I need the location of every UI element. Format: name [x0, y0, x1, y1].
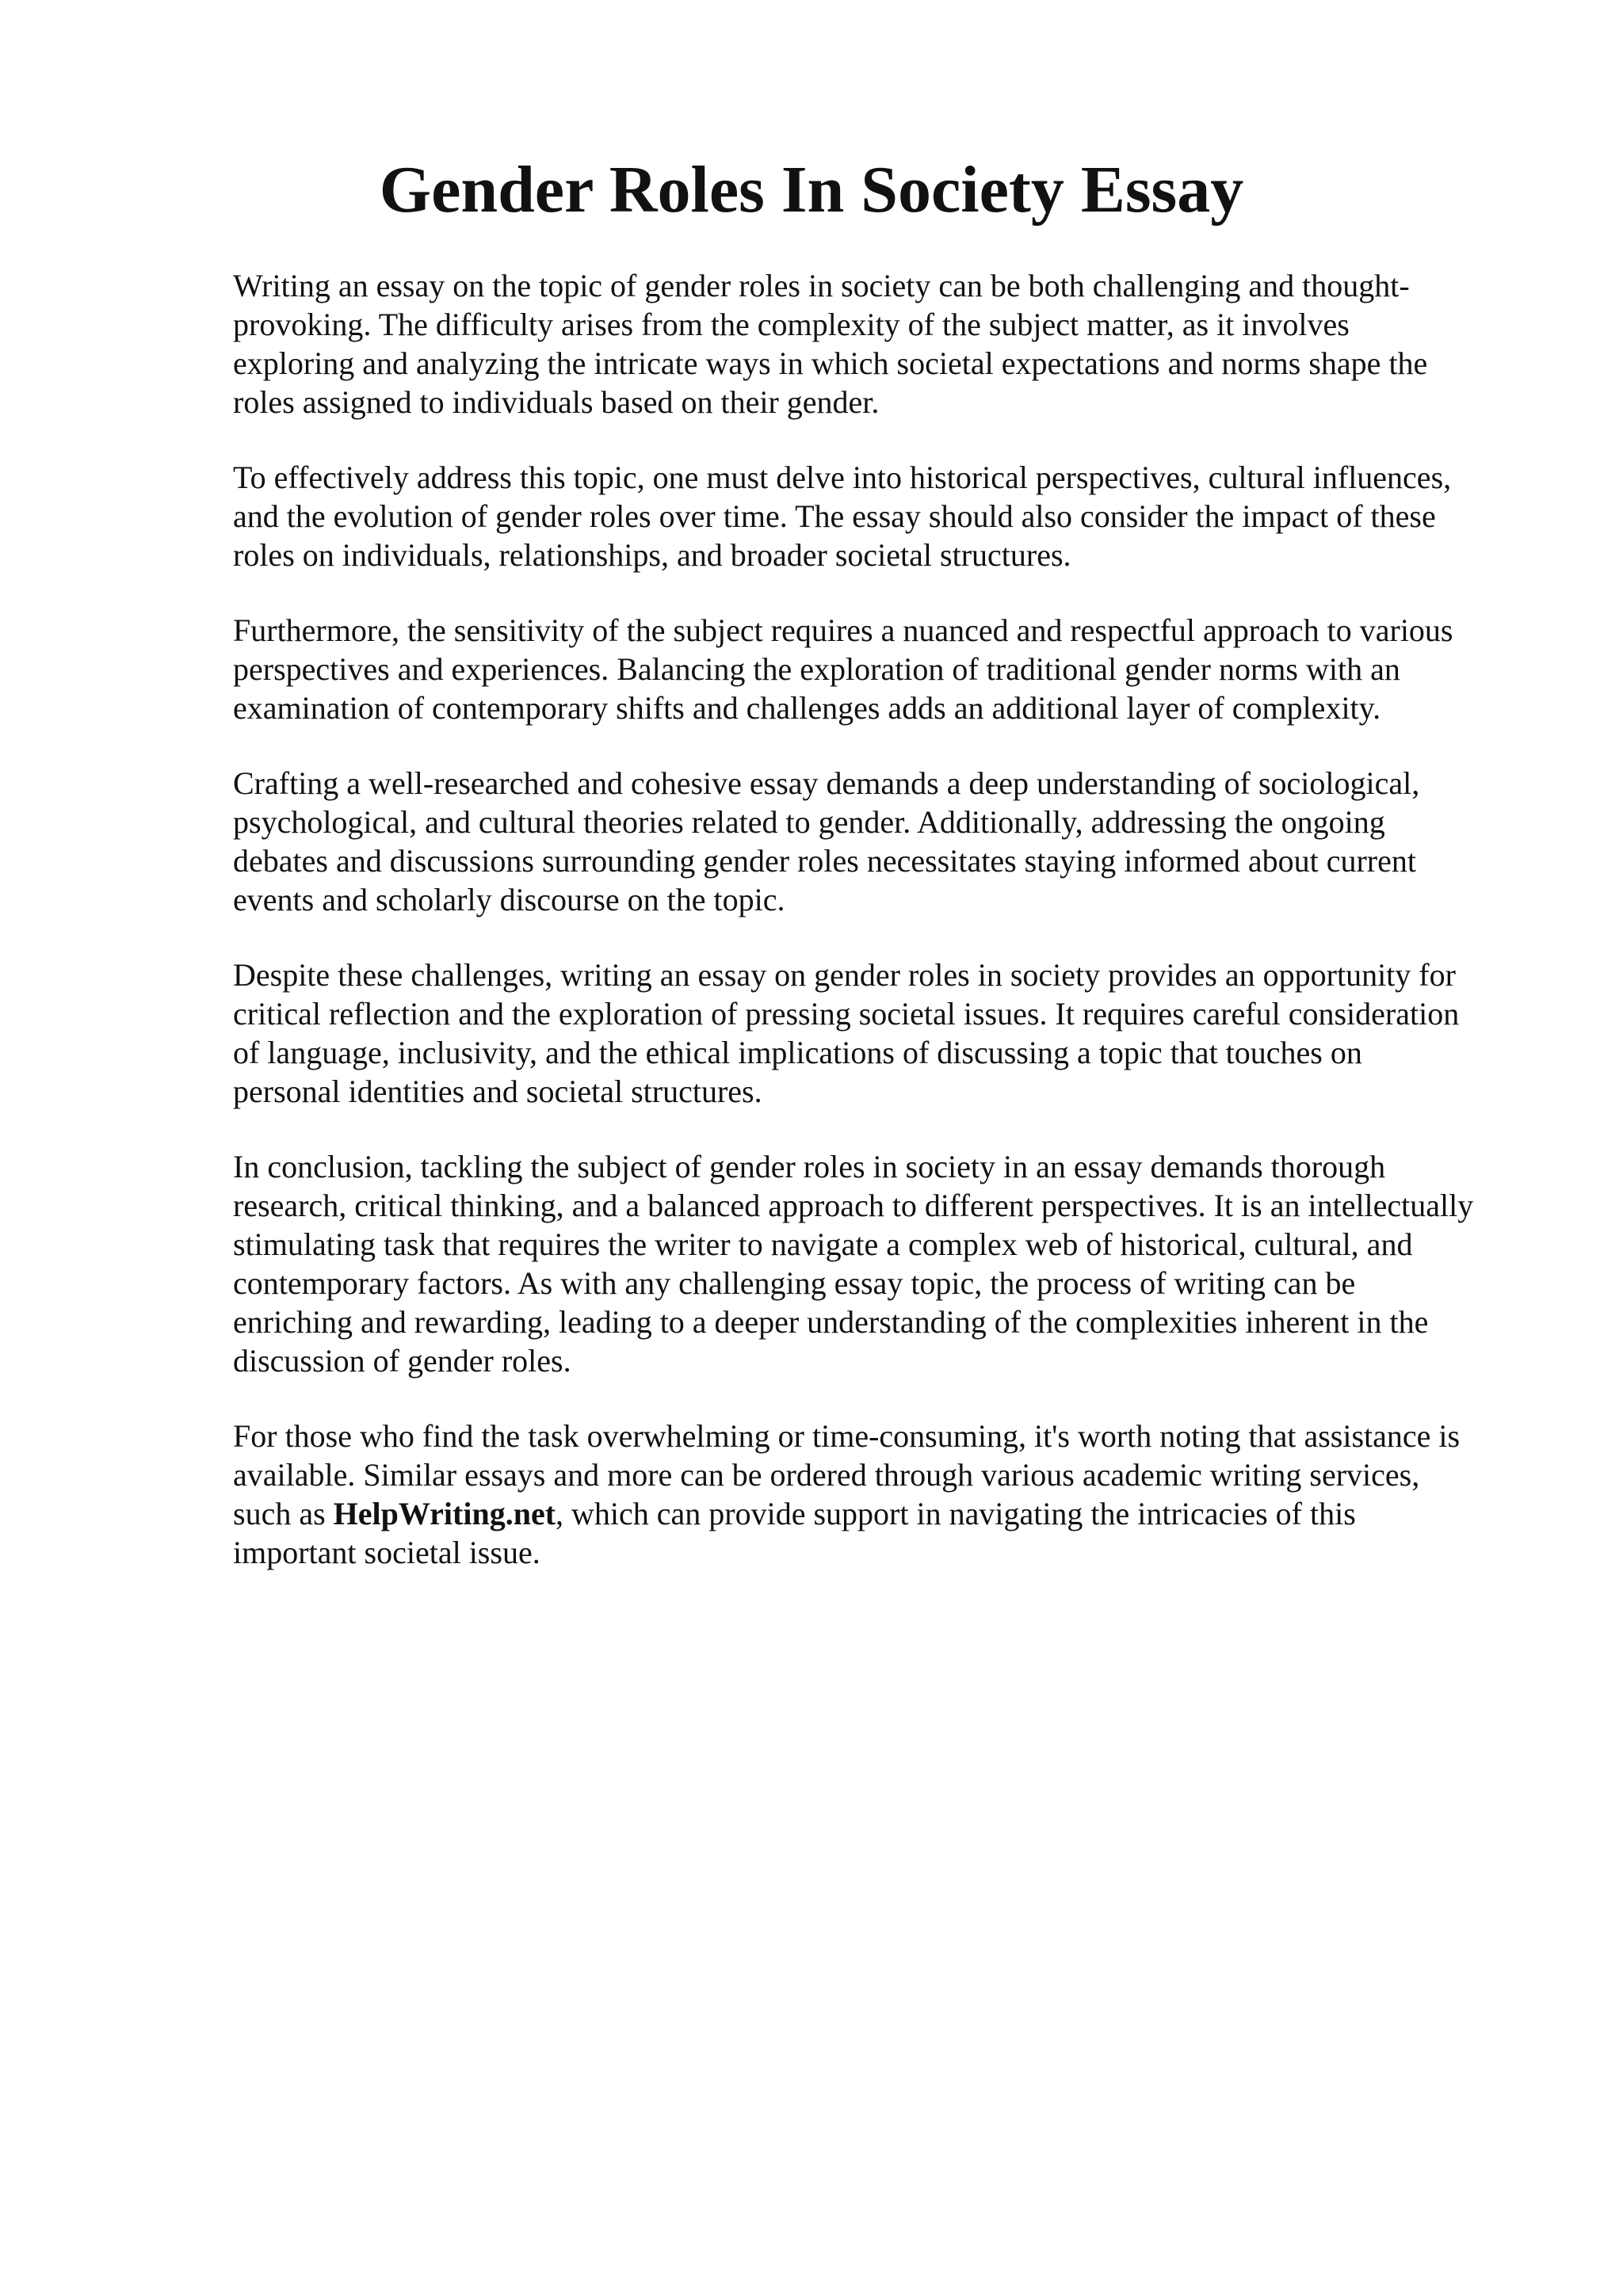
paragraph-5: Despite these challenges, writing an essay on gender roles in society provides an opportunity for critical reflection and the exploration of pressing societal issues. It requires careful consideration of language, inclusivity, and the ethical implications of discussing a topic that touches on personal identities and societal structures.: [233, 957, 1460, 1109]
paragraph-7: [233, 1417, 1533, 1572]
paragraph-2: To effectively address this topic, one must delve into historical perspectives, cultural influences, and the evolution of gender roles over time. The essay should also consider the impact of these roles on individuals, relationships, and broader societal structures.: [233, 460, 1452, 573]
paragraph-4: Crafting a well-researched and cohesive essay demands a deep understanding of sociological, psychological, and cultural theories related to gender. Additionally, addressing the ongoing debates and discussions surrounding gender roles necessitates staying informed about current events and scholarly discourse on the topic.: [233, 765, 1420, 917]
closing-text-before: For those who find the task overwhelming or time-consuming, it's worth noting that assistance is available. Similar essays and more can be ordered through various academic writing services, such as: [233, 1418, 1461, 1531]
closing-text-after: , which can provide support in navigating the intricacies of this important societal issue.: [233, 1496, 1356, 1570]
essay-body: [233, 266, 1533, 1608]
paragraph-3: Furthermore, the sensitivity of the subject requires a nuanced and respectful approach to various perspectives and experiences. Balancing the exploration of traditional gender norms with an examination of contemporary shifts and challenges adds an additional layer of complexity.: [233, 612, 1453, 726]
paragraph-1: Writing an essay on the topic of gender roles in society can be both challenging and thought- provoking. The difficulty arises from the complexity of the subject matter, as it involves exploring and analyzing the intricate ways in which societal expectations and norms shape the roles assigned to individuals based on their gender.: [233, 268, 1428, 420]
page-title: Gender Roles In Society Essay: [379, 153, 1244, 227]
paragraph-6: In conclusion, tackling the subject of gender roles in society in an essay demands thorough research, critical thinking, and a balanced approach to different perspectives. It is an intellectually stimulating task that requires the writer to navigate a complex web of historical, cultural, and contemporary factors. As with any challenging essay topic, the process of writing can be enriching and rewarding, leading to a deeper understanding of the complexities inherent in the discussion of gender roles.: [233, 1149, 1474, 1379]
brand-name: HelpWriting.net: [333, 1496, 556, 1531]
